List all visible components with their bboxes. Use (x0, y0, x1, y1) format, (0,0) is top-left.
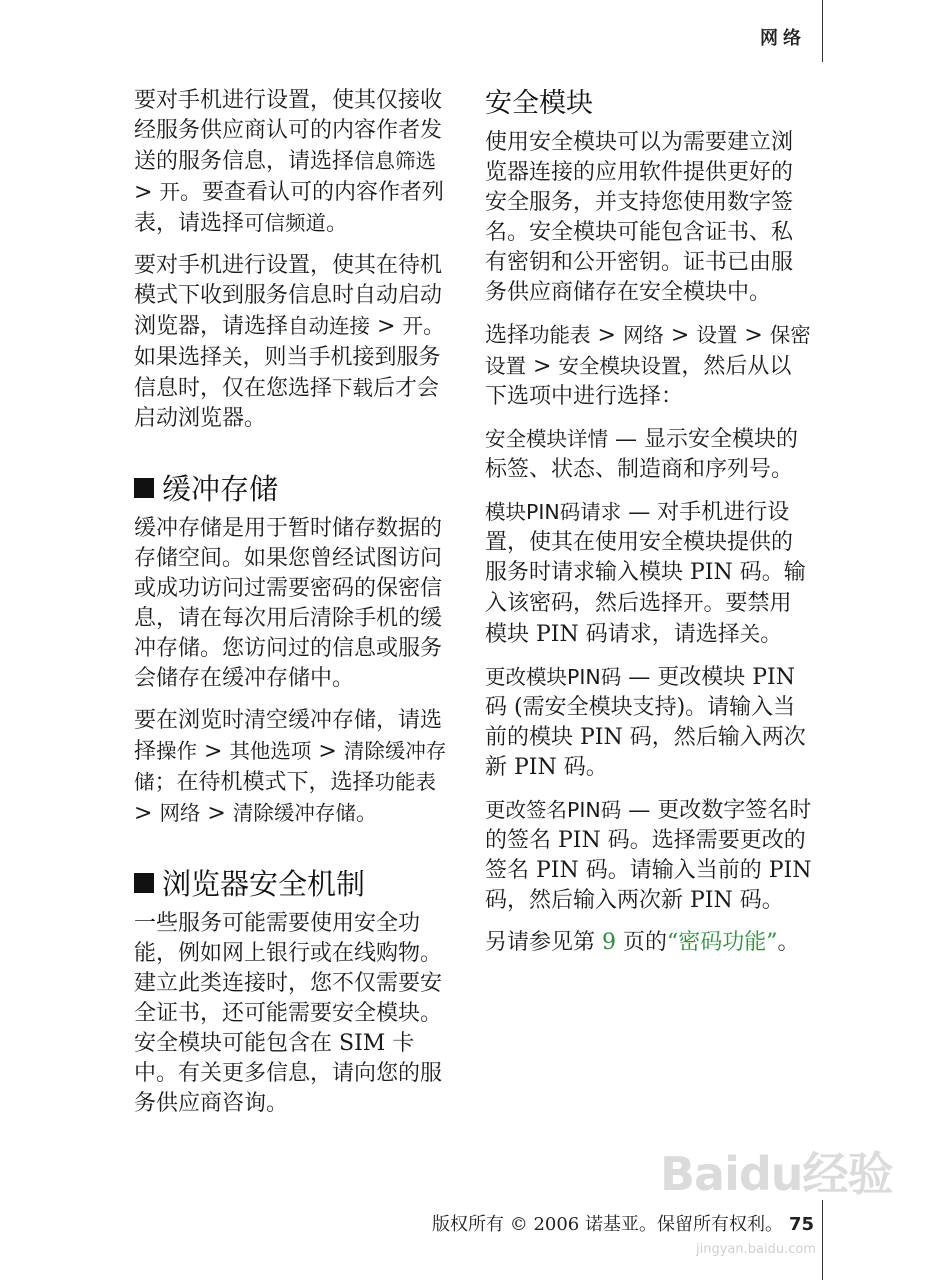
heading-text: 缓冲存储 (162, 472, 279, 506)
page-number: 75 (788, 1214, 815, 1235)
menu-term: 功能表 (529, 323, 591, 347)
baidu-watermark-logo (660, 1138, 893, 1204)
menu-term: 可信频道 (244, 211, 327, 235)
menu-term: 开 (402, 314, 423, 338)
text: 。要禁用模块 PIN 码请求，请选择 (485, 591, 792, 647)
square-bullet-icon (134, 873, 154, 893)
text: 页的 (616, 930, 667, 955)
text: ，则当手机接到服务信息时，仅在您选择 (134, 345, 441, 401)
section-heading-cache (134, 470, 456, 508)
option-change-module-pin (485, 662, 813, 783)
text: > (737, 323, 770, 348)
cross-reference-link[interactable]: “密码功能” (667, 930, 778, 955)
text: 要对手机进行设置，使其仅接收经服务供应商认可的内容作者发送的服务信息，请选择 (134, 88, 443, 174)
right-column (485, 86, 813, 970)
option-term: 更改模块PIN码 (485, 665, 622, 689)
text: 。 (777, 930, 800, 955)
option-desc: — 显示安全模块的标签、状态、制造商和序列号。 (485, 427, 798, 482)
option-term: 安全模块详情 (485, 427, 608, 451)
square-bullet-icon (134, 478, 154, 498)
menu-term: 设置 (696, 323, 738, 347)
menu-term: 网络 (622, 323, 664, 347)
paragraph-clear-cache (134, 706, 456, 829)
header-divider (822, 0, 823, 62)
option-desc: — 对手机进行设置，使其在使用安全模块提供的服务时请求输入模块 PIN 码。输入该密码，然后选择 (485, 500, 806, 616)
running-header: 网络 (760, 28, 806, 49)
heading-text: 浏览器安全机制 (162, 867, 366, 901)
text: ；在待机模式下，选择 (154, 770, 375, 795)
text: 要对手机进行设置，使其在待机模式下收到服务信息时自动启动浏览器，请选择 (134, 253, 443, 339)
watermark-text: Baidu经验 (660, 1147, 893, 1201)
menu-term: 关 (222, 345, 243, 369)
menu-term: 清除缓冲存储 (232, 801, 356, 825)
option-module-details (485, 424, 813, 485)
option-module-pin-request (485, 497, 813, 650)
menu-term: 信息筛选 (354, 149, 437, 173)
paragraph-service-filter (134, 86, 456, 239)
menu-term: 关 (739, 622, 761, 646)
text: 。 (355, 801, 378, 826)
menu-term: 清除缓冲存储 (134, 739, 447, 794)
paragraph-security-intro: 一些服务可能需要使用安全功能，例如网上银行或在线购物。建立此类连接时，您不仅需要安全证书，还可能需要安全模块。安全模块可能包含在 SIM 卡中。有关更多信息，请向您的服务供应商咨询。 (134, 911, 443, 1116)
menu-term: 下载 (332, 376, 374, 400)
paragraph-module-path (485, 320, 813, 412)
option-term: 模块PIN码请求 (485, 500, 622, 524)
text: > (663, 323, 697, 348)
copyright-text: 版权所有 © 2006 诺基亚。保留所有权利。 (432, 1214, 783, 1235)
text: 要在浏览时清空缓冲存储，请选择 (134, 708, 443, 764)
option-change-signing-pin (485, 795, 813, 916)
text: ，然后从以下选项中进行选择： (485, 354, 792, 409)
text: 选择 (485, 323, 530, 348)
page-reference-link[interactable]: 9 (602, 930, 616, 955)
text: 后才会启动浏览器。 (134, 376, 440, 431)
footer-divider (822, 1200, 823, 1280)
watermark-url: jingyan.baidu.com (696, 1242, 816, 1257)
menu-term: 开 (159, 180, 180, 204)
text: > (134, 180, 160, 205)
paragraph-cache-intro: 缓冲存储是用于暂时储存数据的存储空间。如果您曾经试图访问或成功访问过需要密码的保密信息，请在每次用后清除手机的缓冲存储。您访问过的信息或服务会储存在缓冲存储中。 (134, 516, 443, 691)
option-term: 更改签名PIN码 (485, 798, 622, 822)
subheading-security-module: 安全模块 (485, 88, 593, 119)
option-desc: — 更改数字签名时的签名 PIN 码。选择需要更改的签名 PIN 码。请输入当前的 PIN 码，然后输入两次新 PIN 码。 (485, 798, 812, 913)
menu-term: 开 (683, 591, 704, 615)
menu-term: 安全模块设置 (558, 354, 682, 378)
menu-term: 自动连接 (288, 314, 371, 338)
menu-term: 其他选项 (229, 739, 312, 763)
text: 。 (326, 211, 349, 236)
menu-term: 保密设置 (485, 323, 811, 378)
menu-term: 功能表 (374, 770, 437, 794)
text: 另请参见第 (485, 930, 602, 955)
text: 。 (760, 622, 783, 647)
menu-term: 网络 (159, 801, 201, 825)
page-footer (432, 1210, 814, 1236)
left-column (134, 86, 456, 1131)
section-heading-browser-security (134, 865, 456, 903)
text: > (200, 801, 233, 826)
paragraph-module-intro: 使用安全模块可以为需要建立浏览器连接的应用软件提供更好的安全服务，并支持您使用数字签名。安全模块可能包含证书、私有密钥和公开密钥。证书已由服务供应商储存在安全模块中。 (485, 130, 794, 305)
text: > (526, 354, 559, 379)
text: > (590, 323, 623, 348)
menu-term: 操作 (156, 739, 198, 763)
text: 。要查看认可的内容作者列表，请选择 (134, 180, 444, 236)
text: > (197, 739, 230, 764)
option-desc: — 更改模块 PIN 码 (需安全模块支持)。请输入当前的模块 PIN 码，然后输入两次新 PIN 码。 (485, 665, 806, 780)
text: > (311, 739, 344, 764)
text: > (134, 801, 160, 826)
text: > (370, 314, 403, 339)
paragraph-auto-connect (134, 251, 456, 434)
paragraph-see-also (485, 928, 813, 958)
text: 。如果选择 (134, 314, 445, 370)
